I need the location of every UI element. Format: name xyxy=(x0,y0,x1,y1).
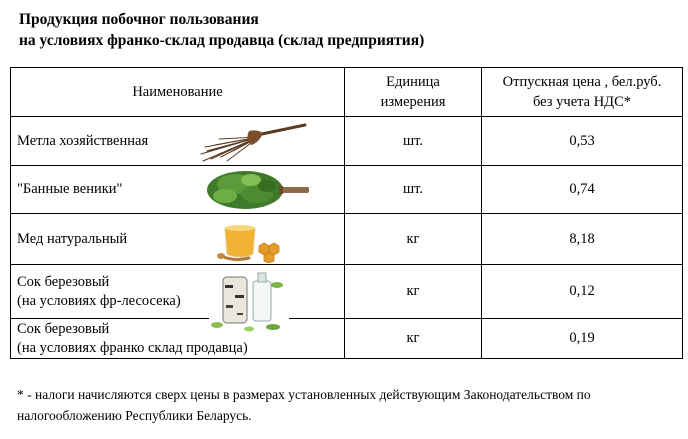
row-unit: кг xyxy=(345,319,482,359)
row-unit: кг xyxy=(345,265,482,319)
row-name: "Банные веники" xyxy=(17,181,123,197)
table-row xyxy=(11,265,683,319)
row-price: 0,19 xyxy=(482,319,683,359)
tax-footnote xyxy=(17,384,667,426)
header-price-line-2: без учета НДС* xyxy=(533,94,631,110)
table-row xyxy=(11,117,683,166)
honey-icon xyxy=(215,216,287,263)
row-price: 0,74 xyxy=(482,166,683,214)
table-header-row xyxy=(11,68,683,117)
row-name-cell xyxy=(11,166,345,214)
header-price-line-1: Отпускная цена , бел.руб. xyxy=(502,74,662,90)
table-row xyxy=(11,214,683,265)
row-name: Мед натуральный xyxy=(17,230,128,247)
bath-broom-icon xyxy=(205,168,311,212)
row-unit: шт. xyxy=(345,166,482,214)
row-unit: шт. xyxy=(345,117,482,166)
page-heading xyxy=(19,9,424,51)
heading-line-1: Продукция побочног пользования xyxy=(19,11,259,28)
row-name-line-2: (на условиях фр-лесосека) xyxy=(17,292,181,309)
footnote-line-2: налогообложению Республики Беларусь. xyxy=(17,408,252,423)
header-unit-line-1: Единица xyxy=(386,74,440,90)
row-name-cell xyxy=(11,265,345,319)
header-unit-line-2: измерения xyxy=(380,94,446,110)
products-table xyxy=(10,67,683,359)
row-name-line-1: Сок березовый xyxy=(17,320,110,337)
row-price: 8,18 xyxy=(482,214,683,265)
row-price: 0,53 xyxy=(482,117,683,166)
header-name: Наименование xyxy=(11,68,345,117)
heading-line-2: на условиях франко-склад продавца (склад предприятия) xyxy=(19,32,425,49)
footnote-line-1: * - налоги начисляются сверх цены в размерах установленных действующим Законодательством по xyxy=(17,387,591,402)
table-row xyxy=(11,319,683,359)
row-name-cell xyxy=(11,214,345,265)
row-unit: кг xyxy=(345,214,482,265)
row-name-cell xyxy=(11,319,345,359)
header-price xyxy=(482,68,683,117)
table-row xyxy=(11,166,683,214)
row-name: Метла хозяйственная xyxy=(17,132,149,149)
header-unit xyxy=(345,68,482,117)
row-name-line-2: (на условиях франко склад продавца) xyxy=(17,339,248,356)
broom-icon xyxy=(199,121,307,163)
row-price: 0,12 xyxy=(482,265,683,319)
row-name-cell xyxy=(11,117,345,166)
row-name-line-1: Сок березовый xyxy=(17,273,110,290)
